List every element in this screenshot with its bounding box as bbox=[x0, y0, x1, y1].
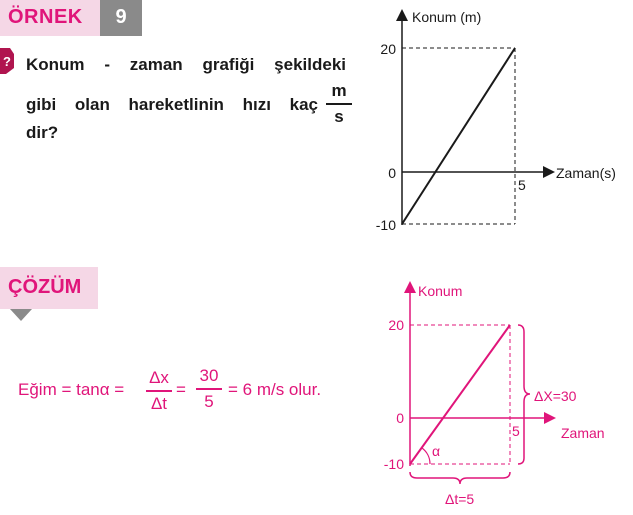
fraction-bar bbox=[146, 390, 172, 392]
solution-label: ÇÖZÜM bbox=[8, 276, 82, 298]
fraction-value bbox=[196, 366, 222, 412]
fraction-bar bbox=[196, 388, 222, 390]
delta-x-brace bbox=[518, 325, 530, 464]
question-line-3: dir? bbox=[26, 123, 59, 142]
equals-sign: = bbox=[176, 380, 186, 399]
delta-t-brace bbox=[410, 472, 510, 484]
x-tick-label: 5 bbox=[512, 423, 520, 439]
delta-t-label: Δt=5 bbox=[445, 491, 475, 507]
y-tick-label: 20 bbox=[380, 41, 396, 57]
equation-result: = 6 m/s olur. bbox=[228, 380, 322, 399]
y-tick-label: 20 bbox=[388, 317, 404, 333]
equation-slope: Eğim = tanα = bbox=[18, 380, 125, 399]
y-tick-label: -10 bbox=[383, 456, 404, 472]
question-line-1: Konum - zaman grafiği şekildeki bbox=[26, 55, 346, 74]
y-tick-label: 0 bbox=[396, 410, 404, 426]
fraction-bar bbox=[326, 103, 352, 105]
unit-denominator: s bbox=[334, 107, 344, 126]
solution-graph bbox=[360, 270, 633, 515]
unit-fraction bbox=[326, 81, 352, 127]
data-line bbox=[402, 48, 515, 224]
angle-label: α bbox=[432, 443, 441, 459]
x-tick-label: 5 bbox=[518, 177, 526, 193]
delta-x: Δx bbox=[149, 368, 169, 387]
value-denominator: 5 bbox=[204, 391, 214, 411]
x-axis-label: Zaman(s) bbox=[556, 165, 616, 181]
value-numerator: 30 bbox=[199, 366, 219, 385]
question-line-2: gibi olan hareketlinin hızı kaç bbox=[26, 95, 318, 114]
y-tick-label: -10 bbox=[375, 217, 396, 233]
example-label: ÖRNEK bbox=[8, 6, 83, 28]
data-line bbox=[410, 325, 510, 464]
position-time-graph bbox=[360, 0, 633, 245]
fraction-delta bbox=[146, 368, 172, 414]
y-tick-label: 0 bbox=[388, 165, 396, 181]
x-axis-label: Zaman bbox=[561, 425, 605, 441]
delta-t: Δt bbox=[150, 393, 168, 413]
y-axis-label: Konum bbox=[418, 283, 463, 299]
question-marker-icon bbox=[0, 48, 14, 74]
unit-numerator: m bbox=[331, 81, 347, 100]
svg-text:?: ? bbox=[3, 54, 11, 69]
angle-arc bbox=[422, 448, 430, 464]
y-axis-label: Konum (m) bbox=[412, 9, 482, 25]
example-number: 9 bbox=[115, 6, 127, 28]
chevron-down-icon bbox=[10, 309, 32, 321]
delta-x-label: ΔX=30 bbox=[534, 388, 577, 404]
